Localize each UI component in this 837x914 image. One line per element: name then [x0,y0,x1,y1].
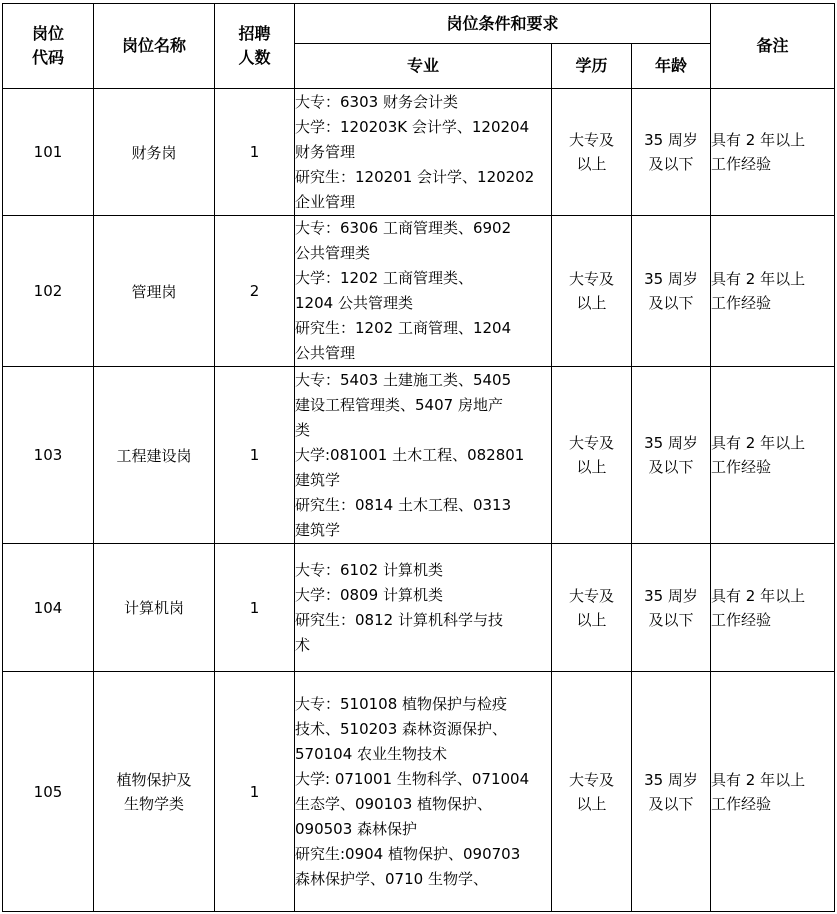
header-code-line1: 岗位 [31,24,64,43]
header-count [215,4,295,89]
education-line: 以上 [576,294,607,312]
remark-line: 具有 2 年以上 [711,586,806,605]
remark-line: 工作经验 [711,794,772,813]
job-major [295,544,552,672]
age-line: 及以下 [648,458,694,476]
education-line: 以上 [576,610,607,629]
major-line: 研究生：0814 土木工程、0313 [295,495,512,514]
remark-line: 工作经验 [711,610,772,629]
age-line: 及以下 [648,294,694,312]
major-line: 570104 农业生物技术 [295,744,448,763]
table-row [3,672,835,912]
education-line: 以上 [576,794,607,813]
job-age [632,672,711,912]
age-line: 及以下 [648,610,694,629]
major-line: 公共管理 [295,344,356,362]
job-code: 105 [3,672,94,912]
job-name-line: 工程建设岗 [116,446,192,465]
job-name-line: 管理岗 [131,282,177,301]
job-name [94,216,215,367]
job-requirements-table [2,3,835,912]
major-line: 大专：5403 土建施工类、5405 [295,370,512,389]
job-name [94,672,215,912]
header-education: 学历 [552,44,632,89]
job-name-line: 植物保护及 [116,770,192,789]
job-count: 1 [215,544,295,672]
major-line: 建设工程管理类、5407 房地产 [295,395,503,414]
job-name [94,367,215,544]
remark-line: 具有 2 年以上 [711,270,806,288]
remark-line: 具有 2 年以上 [711,434,806,452]
header-remark: 备注 [711,4,835,89]
header-conditions: 岗位条件和要求 [295,4,711,44]
job-major [295,216,552,367]
major-line: 大学：1202 工商管理类、 [295,269,473,287]
job-remark [711,544,835,672]
table-row [3,544,835,672]
remark-line: 工作经验 [711,294,772,312]
job-name [94,89,215,216]
header-count-line1: 招聘 [238,24,271,43]
job-code: 103 [3,367,94,544]
job-remark [711,672,835,912]
major-line: 森林保护学、0710 生物学、 [295,869,488,888]
header-code [3,4,94,89]
job-name [94,544,215,672]
major-line: 1204 公共管理类 [295,294,413,312]
major-line: 技术、510203 森林资源保护、 [295,719,508,738]
education-line: 以上 [576,458,607,476]
remark-line: 工作经验 [711,458,772,476]
header-code-line2: 代码 [31,48,64,67]
age-line: 及以下 [648,794,694,813]
major-line: 类 [295,420,311,439]
major-line: 090503 森林保护 [295,819,418,838]
major-line: 大学：0809 计算机类 [295,585,443,604]
job-remark [711,89,835,216]
education-line: 大专及 [568,131,614,149]
major-line: 建筑学 [295,470,341,489]
education-line: 以上 [576,155,607,173]
education-line: 大专及 [568,434,614,452]
header-row-top [3,4,835,44]
header-age: 年龄 [632,44,711,89]
education-line: 大专及 [568,770,614,789]
age-line: 及以下 [648,155,694,173]
major-line: 大专：6306 工商管理类、6902 [295,219,512,237]
job-education [552,367,632,544]
major-line: 生态学、090103 植物保护、 [295,794,493,813]
major-line: 建筑学 [295,520,341,539]
job-count: 1 [215,367,295,544]
job-name-line: 财务岗 [131,143,177,162]
job-age [632,367,711,544]
major-line: 大专：510108 植物保护与检疫 [295,694,508,713]
table-row [3,89,835,216]
header-major: 专业 [295,44,552,89]
job-name-line: 生物学类 [123,794,184,813]
education-line: 大专及 [568,270,614,288]
major-line: 术 [295,635,311,654]
table-row [3,367,835,544]
job-code: 102 [3,216,94,367]
major-line: 研究生:0904 植物保护、090703 [295,844,521,863]
age-line: 35 周岁 [644,434,698,452]
job-count: 1 [215,672,295,912]
age-line: 35 周岁 [644,131,698,149]
major-line: 大专：6303 财务会计类 [295,92,458,111]
job-count: 1 [215,89,295,216]
job-code: 104 [3,544,94,672]
table-row [3,216,835,367]
job-age [632,89,711,216]
job-education [552,89,632,216]
job-code: 101 [3,89,94,216]
job-major [295,89,552,216]
education-line: 大专及 [568,586,614,605]
job-remark [711,367,835,544]
major-line: 财务管理 [295,142,356,161]
job-remark [711,216,835,367]
header-name: 岗位名称 [94,4,215,89]
age-line: 35 周岁 [644,586,698,605]
job-age [632,544,711,672]
major-line: 企业管理 [295,192,356,211]
major-line: 研究生：1202 工商管理、1204 [295,319,512,337]
job-education [552,672,632,912]
age-line: 35 周岁 [644,770,698,789]
job-name-line: 计算机岗 [123,599,184,617]
remark-line: 具有 2 年以上 [711,131,806,149]
major-line: 大学：120203K 会计学、120204 [295,117,530,136]
major-line: 研究生：0812 计算机科学与技 [295,610,503,629]
major-line: 大学:081001 土木工程、082801 [295,445,525,464]
major-line: 公共管理类 [295,244,371,262]
job-count: 2 [215,216,295,367]
major-line: 大学: 071001 生物科学、071004 [295,769,530,788]
remark-line: 工作经验 [711,155,772,173]
major-line: 大专：6102 计算机类 [295,560,443,579]
job-age [632,216,711,367]
job-education [552,216,632,367]
job-major [295,672,552,912]
header-count-line2: 人数 [238,48,271,67]
remark-line: 具有 2 年以上 [711,770,806,789]
major-line: 研究生：120201 会计学、120202 [295,167,535,186]
age-line: 35 周岁 [644,270,698,288]
job-major [295,367,552,544]
job-education [552,544,632,672]
